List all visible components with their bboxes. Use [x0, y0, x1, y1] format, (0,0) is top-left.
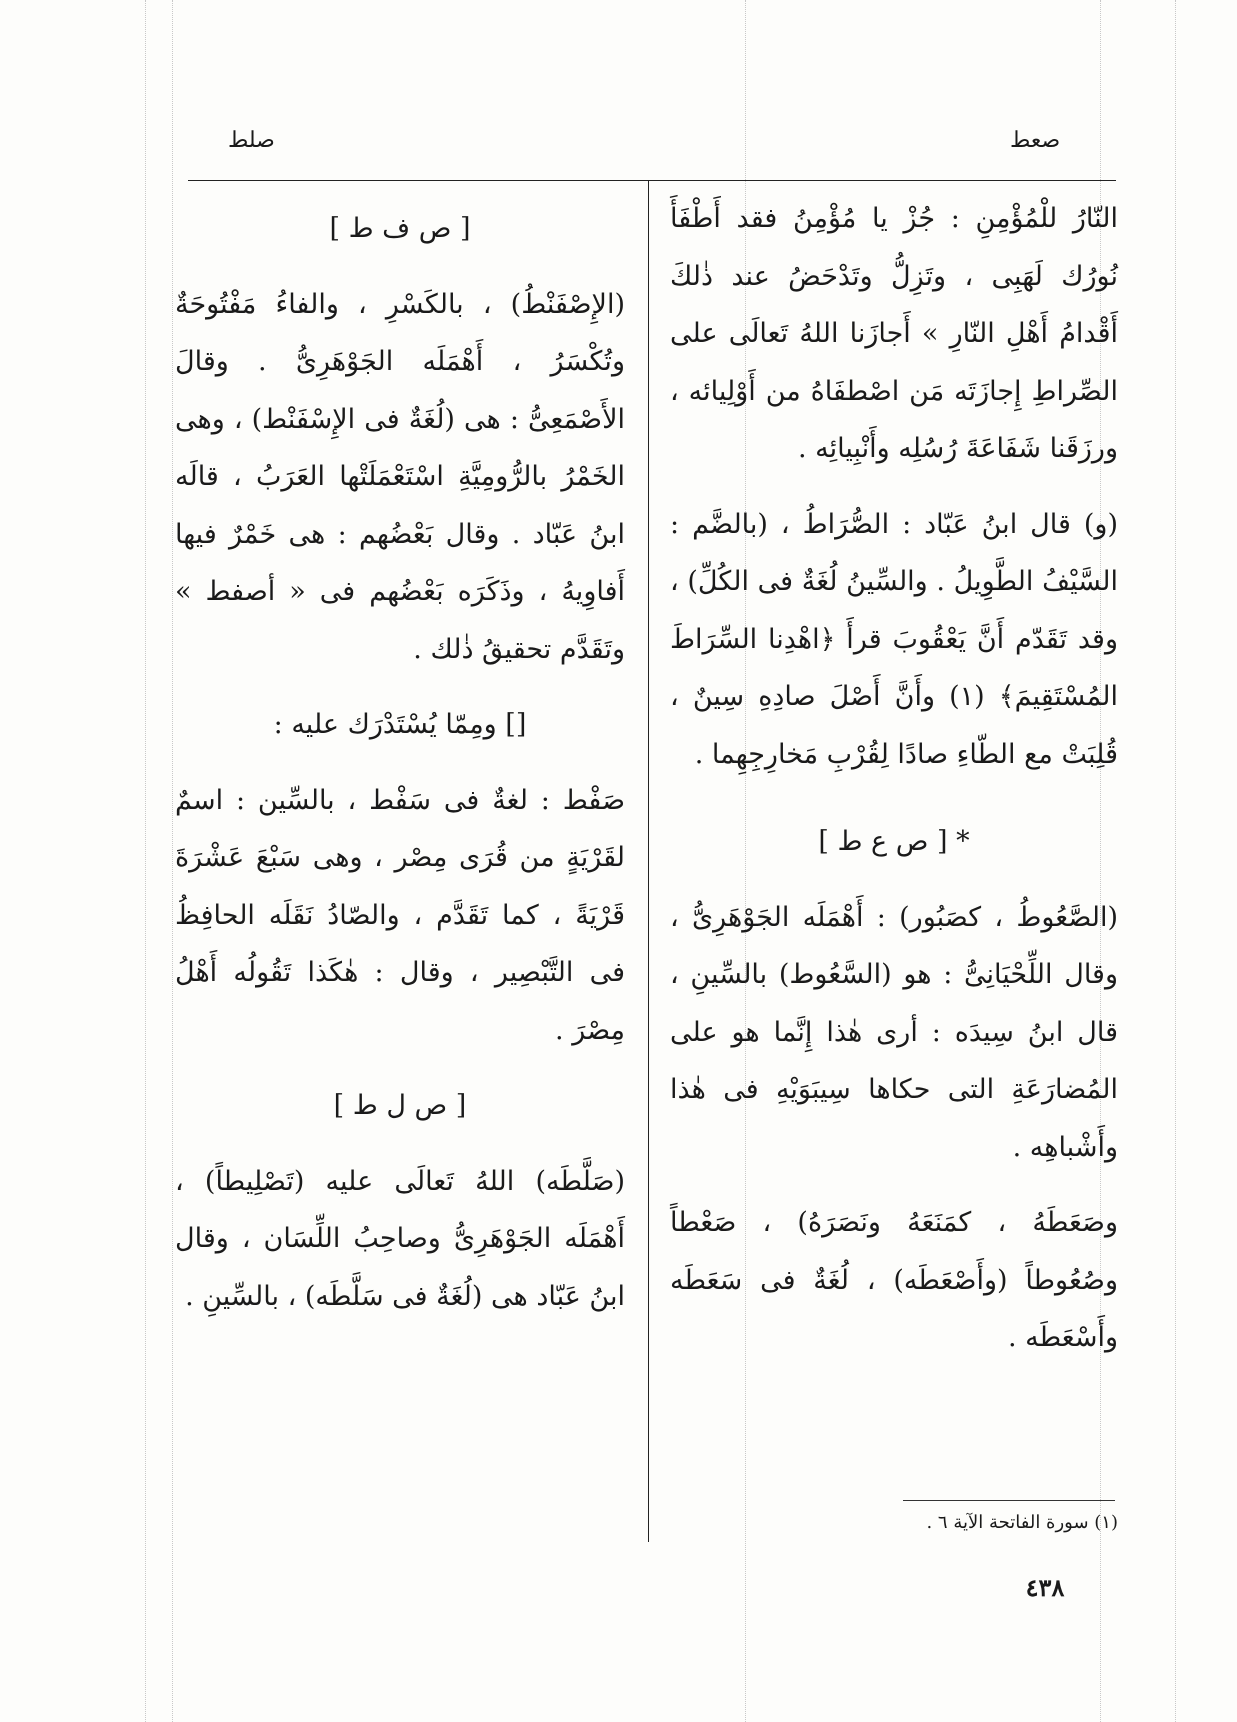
root-heading: [ ص ل ط ] — [333, 1090, 467, 1121]
footnote: (١) سورة الفاتحة الآية ٦ . — [926, 1512, 1118, 1533]
entry-paragraph: صَفْط : لغةٌ فى سَفْط ، بالسِّين : اسمٌ لقَرْيَةٍ من قُرَى مِصْر ، وهى سَبْعَ عَشْرَةَ قَرْيَةً ، كما تَقَدَّم ، والصّادُ نَقَلَه الحافِظُ فى التَّبْصِير ، وقال : هٰكَذا تَقُولُه أَهْلُ مِصْرَ . — [175, 784, 625, 1046]
addendum-heading: [] ومِمّا يُسْتَدْرَك عليه : — [273, 709, 527, 740]
right-column — [670, 190, 1118, 1367]
column-divider — [648, 180, 649, 1542]
root-heading: [ ص ف ط ] — [329, 213, 471, 244]
left-column — [175, 200, 625, 1325]
footnote-rule — [903, 1500, 1115, 1501]
page-number: ٤٣٨ — [1025, 1573, 1065, 1602]
running-head-right: صعط — [1010, 128, 1061, 153]
scan-guide-line — [172, 0, 173, 1722]
entry-paragraph: النّارُ للْمُؤْمِنِ : جُزْ يا مُؤْمِنُ فقد أَطْفَأَ نُورُك لَهَبِى ، وتَزِلُّ وتَدْحَضُ عند ذٰلكَ أَقْدامُ أَهْلِ النّارِ » أَجازَنا اللهُ تَعالَى على الصِّراطِ إِجازَتَه مَن اصْطفَاهُ من أَوْلِيائه ، ورزَقَنا شَفَاعَةَ رُسُلِه وأَنْبِيائِه . — [670, 203, 1118, 464]
scan-guide-line — [1175, 0, 1176, 1722]
entry-paragraph: (الصَّعُوطُ ، كصَبُور) : أَهْمَلَه الجَوْهَرِىُّ ، وقال اللِّحْيَانِىُّ : هو (السَّعُوط) بالسِّينِ ، قال ابنُ سِيدَه : أرى هٰذا إِنَّما هو على المُضارَعَةِ التى حكاها سِيبَوَيْهِ فى هٰذا وأَشْباهِه . — [670, 901, 1118, 1163]
entry-paragraph: (الإِصْفَنْطُ) ، بالكَسْرِ ، والفاءُ مَفْتُوحَةٌ وتُكْسَرُ ، أَهْمَلَه الجَوْهَرِىُّ . وقالَ الأَصْمَعِىُّ : هى (لُغَةٌ فى الإِسْفَنْط) ، وهى الخَمْرُ بالرُّومِيَّةِ اسْتَعْمَلَتْها العَرَبُ ، قالَه ابنُ عَبّاد . وقال بَعْضُهم : هى خَمْرٌ فيها أَفاوِيهُ ، وذَكَرَه بَعْضُهم فى « أصفط » وتَقَدَّم تحقيقُ ذٰلك . — [175, 288, 625, 665]
entry-paragraph: (و) قال ابنُ عَبّاد : الصُّرَاطُ ، (بالضَّم : السَّيْفُ الطَّوِيلُ . والسِّينُ لُغَةٌ فى الكُلِّ) ، وقد تَقَدّم أَنَّ يَعْقُوبَ قرأَ ﴿اهْدِنا السِّرَاطَ المُسْتَقِيمَ﴾ (١) وأَنَّ أَصْلَ صادِهِ سِينٌ ، قُلِبَتْ مع الطّاءِ صادًا لِقُرْبِ مَخارِجِهِما . — [670, 508, 1118, 770]
scan-guide-line — [145, 0, 146, 1722]
entry-paragraph: وصَعَطَهُ ، كمَنَعَهُ ونَصَرَهُ) ، صَعْطاً وصُعُوطاً (وأَصْعَطَه) ، لُغَةٌ فى سَعَطَه وأَسْعَطَه . — [670, 1207, 1118, 1353]
root-heading: * [ ص ع ط ] — [818, 826, 970, 857]
header-rule — [188, 180, 1116, 181]
entry-paragraph: (صَلَّطَه) اللهُ تَعالَى عليه (تَصْلِيطاً) ، أَهْمَلَه الجَوْهَرِىُّ وصاحِبُ اللِّسَان ، وقال ابنُ عَبّاد هى (لُغَةٌ فى سَلَّطَه) ، بالسِّينِ . — [175, 1165, 625, 1312]
running-head-left: صلط — [228, 128, 275, 153]
